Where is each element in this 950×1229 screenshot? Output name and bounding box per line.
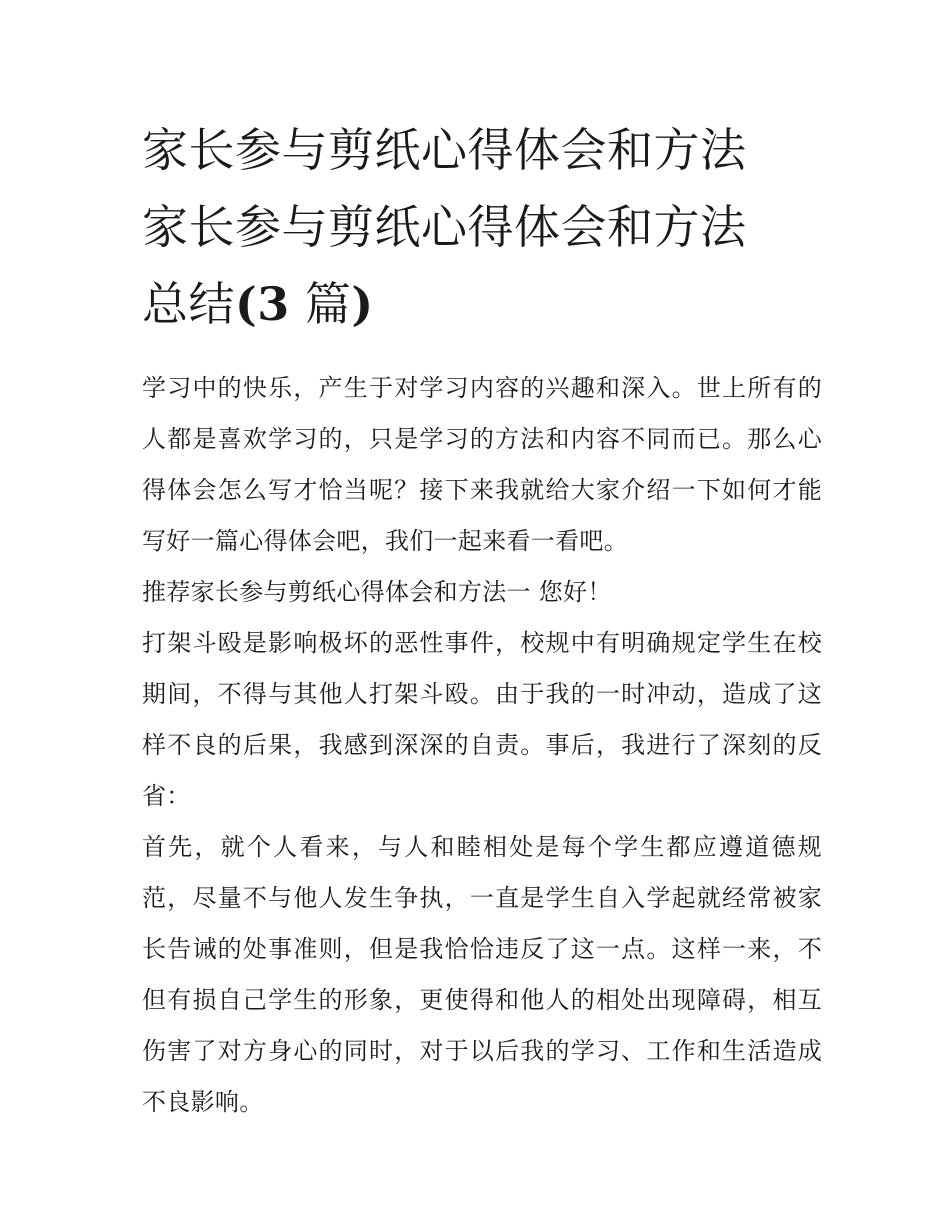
document-page — [142, 112, 822, 1128]
paragraph-greeting: 推荐家长参与剪纸心得体会和方法一 您好！ — [142, 578, 612, 606]
document-title — [142, 112, 822, 343]
paragraph-reflection: 首先，就个人看来，与人和睦相处是每个学生都应遵道德规范，尽量不与他人发生争执，一直是学生自入学起就经常被家长告诫的处事准则，但是我恰恰违反了这一点。这样一来，不但有损自己学生的形象，更使得和他人的相处出现障碍，相互伤害了对方身心的同时，对于以后我的学习、工作和生活造成不良影响。 — [142, 833, 822, 1116]
title-line-3-prefix: 总结 — [142, 277, 235, 331]
title-paren-open: ( — [235, 277, 258, 331]
title-line-3-suffix: 篇 — [289, 277, 352, 331]
paragraph-incident: 打架斗殴是影响极坏的恶性事件，校规中有明确规定学生在校期间，不得与其他人打架斗殴。由于我的一时冲动，造成了这样不良的后果，我感到深深的自责。事后，我进行了深刻的反省： — [142, 629, 822, 810]
title-line-2: 家长参与剪纸心得体会和方法 — [142, 200, 747, 254]
title-number: 3 — [257, 277, 290, 331]
document-body — [142, 363, 822, 1128]
title-line-1: 家长参与剪纸心得体会和方法 — [142, 123, 747, 177]
title-paren-close: ) — [351, 277, 374, 331]
paragraph-intro: 学习中的快乐，产生于对学习内容的兴趣和深入。世上所有的人都是喜欢学习的，只是学习的方法和内容不同而已。那么心得体会怎么写才恰当呢？接下来我就给大家介绍一下如何才能写好一篇心得体会吧，我们一起来看一看吧。 — [142, 374, 822, 555]
